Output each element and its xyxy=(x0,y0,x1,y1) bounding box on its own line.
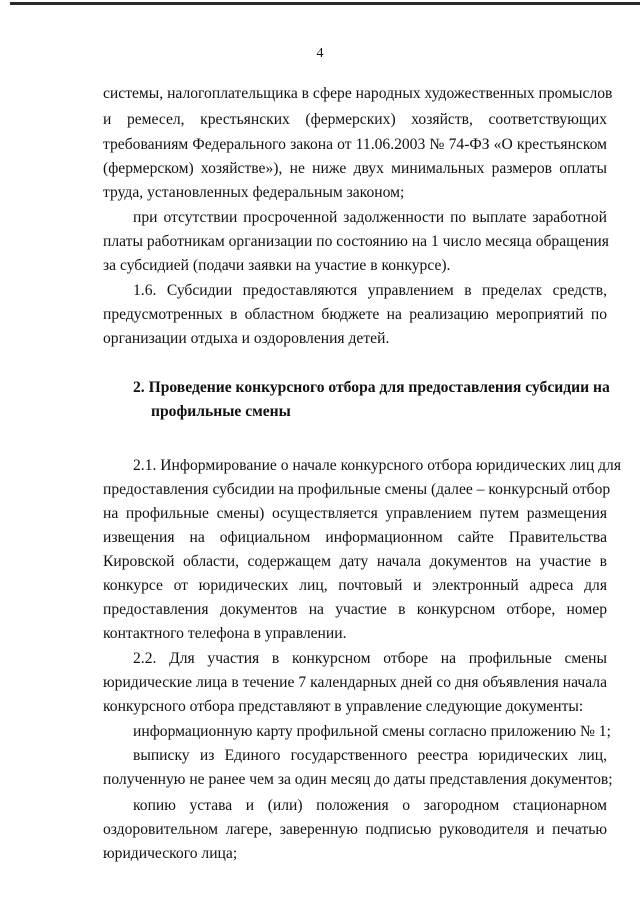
paragraph-4-line-7: предоставления документов на участие в конкурсном отборе, номер xyxy=(103,601,607,618)
paragraph-1-line-1: системы, налогоплательщика в сфере народных художественных промыслов xyxy=(103,85,613,102)
paragraph-6-line-1: информационную карту профильной смены согласно приложению № 1; xyxy=(133,723,611,740)
paragraph-4-line-5: Кировской области, содержащем дату начала документов на участие в xyxy=(103,553,607,570)
top-border-rule xyxy=(10,2,640,5)
section-heading-line-2: профильные смены xyxy=(151,403,291,420)
paragraph-7-line-1: выписку из Единого государственного реестра юридических лиц, xyxy=(133,747,607,764)
paragraph-1-line-3: требованиям Федерального закона от 11.06.2003 № 74-ФЗ «О крестьянском xyxy=(103,136,607,153)
paragraph-3-line-3: организации отдыха и оздоровления детей. xyxy=(103,330,390,347)
paragraph-1-line-4: (фермерском) хозяйстве»), не ниже двух минимальных размеров оплаты xyxy=(103,160,607,177)
paragraph-4-line-1: 2.1. Информирование о начале конкурсного отбора юридических лиц для xyxy=(133,457,622,474)
section-heading-line-1: 2. Проведение конкурсного отбора для предоставления субсидии на xyxy=(133,379,610,396)
paragraph-2-line-1: при отсутствии просроченной задолженности по выплате заработной xyxy=(133,209,607,226)
paragraph-4-line-8: контактного телефона в управлении. xyxy=(103,625,347,642)
paragraph-4-line-3: на профильные смены) осуществляется управлением путем размещения xyxy=(103,505,607,522)
page-number: 4 xyxy=(316,46,324,61)
paragraph-3-line-1: 1.6. Субсидии предоставляются управлением в пределах средств, xyxy=(133,282,607,299)
paragraph-2-line-2: платы работникам организации по состоянию на 1 число месяца обращения xyxy=(103,233,609,250)
paragraph-7-line-2: полученную не ранее чем за один месяц до даты представления документов; xyxy=(103,771,613,788)
paragraph-5-line-3: конкурсного отбора представляют в управление следующие документы: xyxy=(103,698,584,715)
paragraph-4-line-6: конкурсе от юридических лиц, почтовый и электронный адреса для xyxy=(103,577,607,594)
paragraph-2-line-3: за субсидией (подачи заявки на участие в конкурсе). xyxy=(103,257,451,274)
paragraph-8-line-1: копию устава и (или) положения о загородном стационарном xyxy=(133,797,607,814)
paragraph-5-line-1: 2.2. Для участия в конкурсном отборе на профильные смены xyxy=(133,650,607,667)
paragraph-3-line-2: предусмотренных в областном бюджете на реализацию мероприятий по xyxy=(103,306,607,323)
paragraph-4-line-2: предоставления субсидии на профильные смены (далее – конкурсный отбор xyxy=(103,481,611,498)
paragraph-1-line-2: и ремесел, крестьянских (фермерских) хозяйств, соответствующих xyxy=(103,111,607,128)
paragraph-8-line-3: юридического лица; xyxy=(103,845,238,862)
paragraph-4-line-4: извещения на официальном информационном сайте Правительства xyxy=(103,529,607,546)
paragraph-1-line-5: труда, установленных федеральным законом; xyxy=(103,184,405,201)
paragraph-5-line-2: юридические лица в течение 7 календарных дней со дня объявления начала xyxy=(103,674,607,691)
paragraph-8-line-2: оздоровительном лагере, заверенную подписью руководителя и печатью xyxy=(103,821,607,838)
